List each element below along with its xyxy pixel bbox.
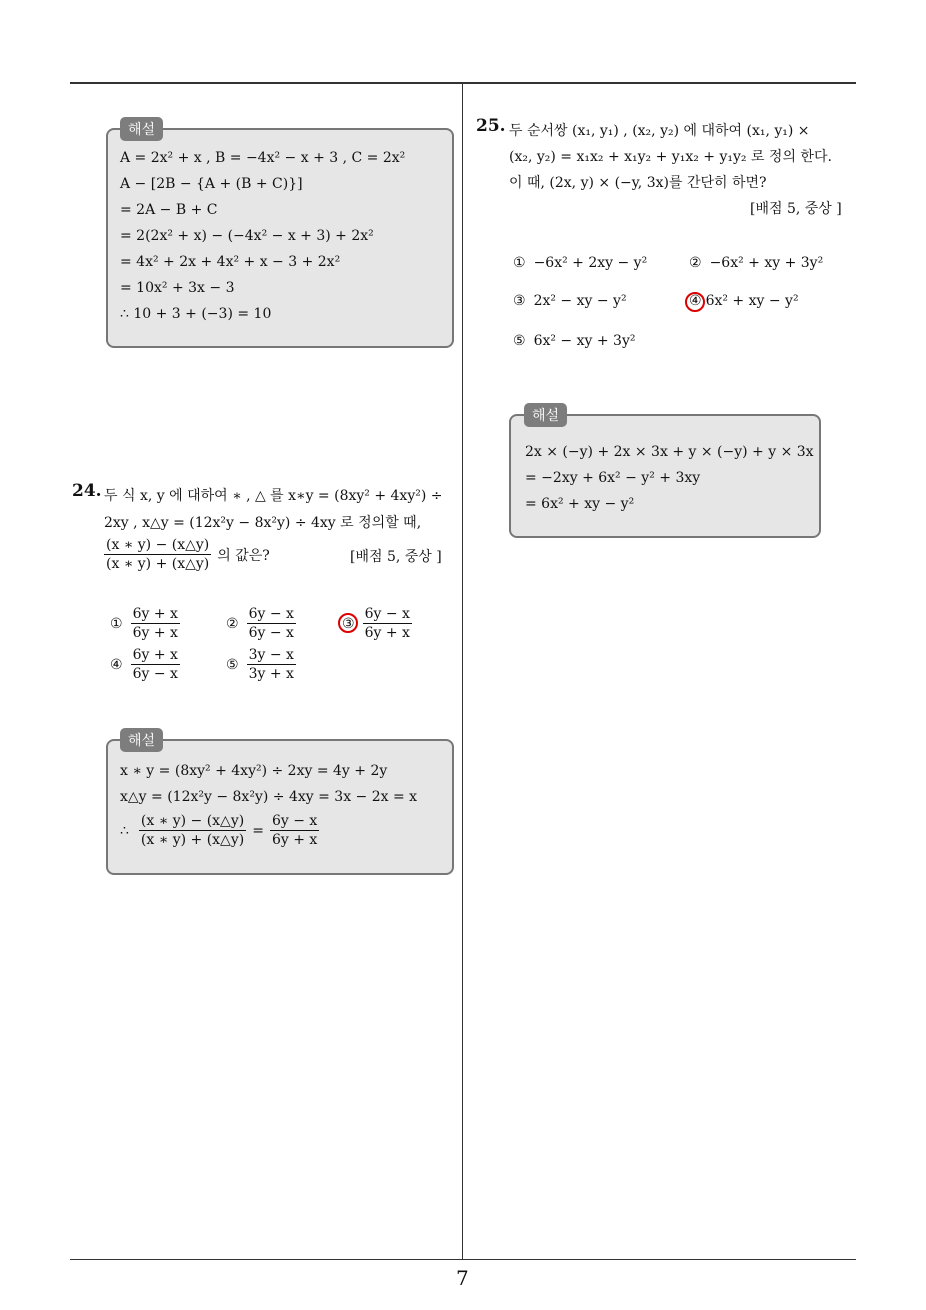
- choice-number: ③: [513, 293, 526, 309]
- choice-5[interactable]: [226, 647, 296, 682]
- denominator: 6y + x: [271, 832, 318, 848]
- denominator: 6y + x: [364, 625, 410, 641]
- solution-line: x△y = (12x²y − 8x²y) ÷ 4xy = 3x − 2x = x: [120, 789, 418, 805]
- choice-1[interactable]: [110, 606, 180, 641]
- choice-1[interactable]: [513, 255, 647, 271]
- denominator: 6y − x: [132, 666, 178, 682]
- question-expression: [104, 537, 270, 572]
- choice-4[interactable]: [689, 293, 799, 309]
- choice-text: −6x² + 2xy − y²: [533, 255, 648, 271]
- bottom-rule: [70, 1259, 856, 1260]
- numerator: (x ∗ y) − (x△y): [140, 813, 245, 829]
- numerator: 6y − x: [364, 606, 410, 622]
- question-text-line: 이 때, (2x, y) × (−y, 3x)를 간단히 하면?: [509, 175, 767, 191]
- choice-number: ①: [513, 255, 526, 271]
- choice-text: 2x² − xy − y²: [533, 293, 627, 309]
- solution-tag: 해설: [524, 403, 567, 427]
- question-text-line: 두 식 x, y 에 대하여 ∗ , △ 를 x∗y = (8xy² + 4xy²) ÷: [104, 488, 443, 504]
- choice-number: ③: [342, 615, 355, 632]
- choice-3[interactable]: [513, 293, 627, 309]
- question-number: 24.: [72, 481, 102, 501]
- solution-line: A = 2x² + x , B = −4x² − x + 3 , C = 2x²: [120, 150, 406, 166]
- choice-2[interactable]: [226, 606, 296, 641]
- denominator: 3y + x: [248, 666, 294, 682]
- therefore-symbol: ∴: [120, 822, 129, 839]
- denominator: 6y + x: [132, 625, 178, 641]
- choice-text: 6x² + xy − y²: [705, 293, 799, 309]
- denominator: 6y − x: [248, 625, 294, 641]
- numerator: 6y + x: [132, 647, 178, 663]
- numerator: 6y − x: [271, 813, 318, 829]
- choice-number: ②: [689, 255, 702, 271]
- solution-line: ∴ 10 + 3 + (−3) = 10: [120, 306, 272, 322]
- page-number: 7: [456, 1266, 469, 1290]
- numerator: 6y + x: [132, 606, 178, 622]
- choice-number: ①: [110, 615, 123, 632]
- solution-line: x ∗ y = (8xy² + 4xy²) ÷ 2xy = 4y + 2y: [120, 763, 388, 779]
- fraction: [247, 606, 296, 641]
- answer-mark-icon: [685, 292, 705, 312]
- numerator: (x ∗ y) − (x△y): [106, 537, 210, 553]
- solution-line: = 10x² + 3x − 3: [120, 280, 235, 296]
- choice-number: ⑤: [513, 333, 526, 349]
- q23-solution-box: [106, 128, 454, 348]
- choice-4[interactable]: [110, 647, 180, 682]
- question-text-line: 두 순서쌍 (x₁, y₁) , (x₂, y₂) 에 대하여 (x₁, y₁) ×: [509, 123, 810, 139]
- choice-number: ②: [226, 615, 239, 632]
- numerator: 3y − x: [248, 647, 294, 663]
- q24-solution-box: [106, 739, 454, 875]
- question-text-line: 2xy , x△y = (12x²y − 8x²y) ÷ 4xy 로 정의할 때,: [104, 515, 422, 531]
- solution-tag: 해설: [120, 117, 163, 141]
- fraction: [363, 606, 412, 641]
- choice-number: ⑤: [226, 656, 239, 673]
- solution-line: = 4x² + 2x + 4x² + x − 3 + 2x²: [120, 254, 341, 270]
- equals-sign: =: [252, 822, 264, 839]
- answer-mark-icon: [338, 613, 358, 633]
- question-text-line: (x₂, y₂) = x₁x₂ + x₁y₂ + y₁x₂ + y₁y₂ 로 정의 한다.: [509, 149, 832, 165]
- denominator: (x ∗ y) + (x△y): [140, 832, 245, 848]
- numerator: 6y − x: [248, 606, 294, 622]
- question-suffix: 의 값은?: [217, 547, 270, 564]
- column-divider: [462, 84, 463, 1260]
- choice-number: ④: [110, 656, 123, 673]
- choice-2[interactable]: [689, 255, 823, 271]
- solution-conclusion: [120, 813, 319, 848]
- fraction: [131, 647, 180, 682]
- fraction: [104, 537, 211, 572]
- choice-text: 6x² − xy + 3y²: [533, 333, 636, 349]
- choice-5[interactable]: [513, 333, 635, 349]
- q25-solution-box: [509, 414, 821, 538]
- question-number: 25.: [476, 116, 506, 136]
- fraction: [247, 647, 296, 682]
- score-label: [배점 5, 중상 ]: [750, 201, 842, 217]
- solution-line: 2x × (−y) + 2x × 3x + y × (−y) + y × 3x: [525, 444, 814, 460]
- fraction: [131, 606, 180, 641]
- fraction: [270, 813, 319, 848]
- choice-text: −6x² + xy + 3y²: [709, 255, 824, 271]
- fraction: [139, 813, 246, 848]
- solution-line: A − [2B − {A + (B + C)}]: [120, 176, 303, 192]
- solution-line: = 2A − B + C: [120, 202, 218, 218]
- solution-tag: 해설: [120, 728, 163, 752]
- solution-line: = 6x² + xy − y²: [525, 496, 635, 512]
- solution-line: = 2(2x² + x) − (−4x² − x + 3) + 2x²: [120, 228, 374, 244]
- solution-line: = −2xy + 6x² − y² + 3xy: [525, 470, 701, 486]
- top-rule: [70, 82, 856, 84]
- score-label: [배점 5, 중상 ]: [350, 549, 442, 565]
- denominator: (x ∗ y) + (x△y): [106, 556, 210, 572]
- choice-number: ④: [689, 293, 702, 309]
